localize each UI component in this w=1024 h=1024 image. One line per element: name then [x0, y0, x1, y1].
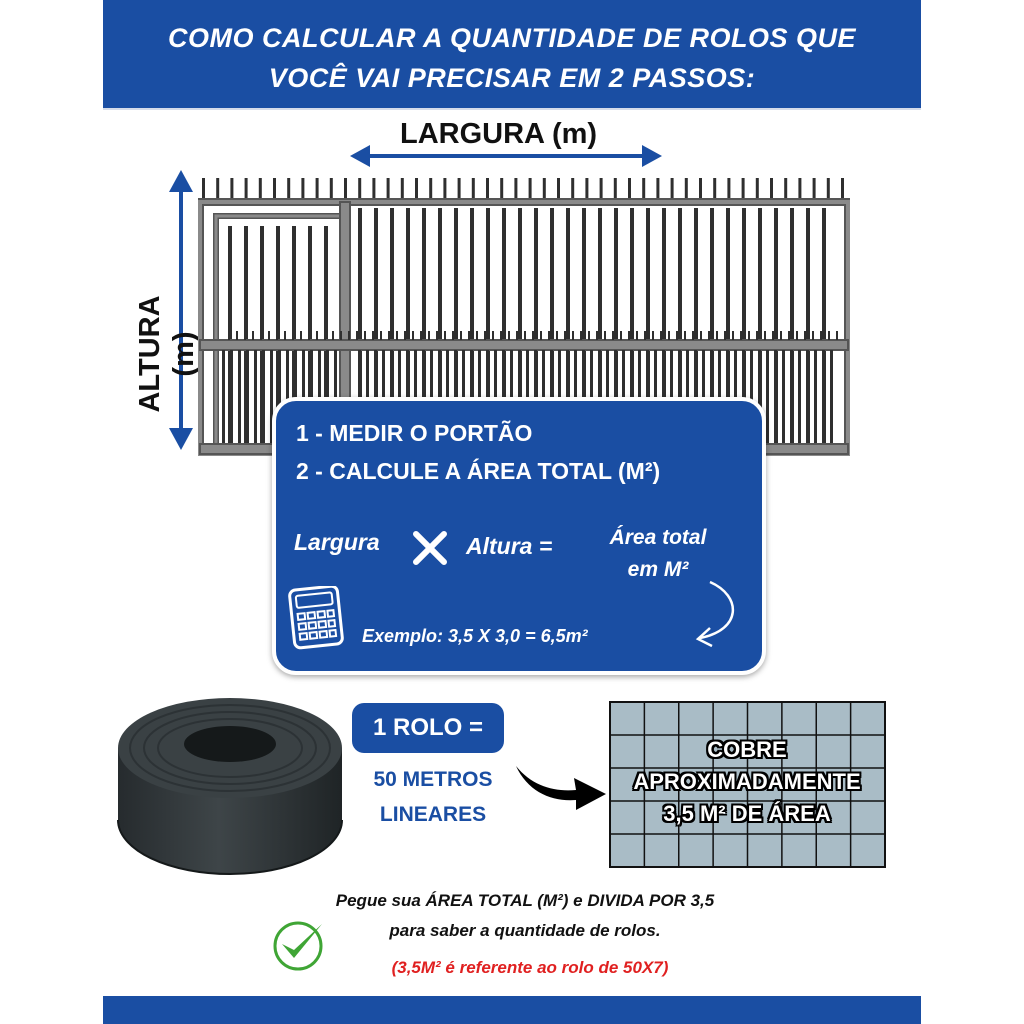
- roll-length-line-1: 50 METROS: [373, 768, 493, 791]
- roll-length: [340, 762, 526, 832]
- coverage-line-1: COBRE: [707, 737, 787, 762]
- title-line-2: VOCÊ VAI PRECISAR EM 2 PASSOS:: [268, 63, 756, 93]
- step-1: 1 - MEDIR O PORTÃO: [296, 420, 533, 446]
- instruction-line-1: Pegue sua ÁREA TOTAL (M²) e DIVIDA POR 3,5: [335, 891, 715, 910]
- step-2: 2 - CALCULE A ÁREA TOTAL (M²): [296, 458, 661, 484]
- footer-banner: [103, 996, 921, 1024]
- right-arrow-icon: [514, 762, 608, 812]
- coverage-line-2: APROXIMADAMENTE: [633, 769, 861, 794]
- width-arrow: [350, 142, 662, 170]
- result-line-2: em M²: [627, 558, 689, 581]
- title-line-1: COMO CALCULAR A QUANTIDADE DE ROLOS QUE: [168, 23, 856, 53]
- result-line-1: Área total: [609, 526, 707, 549]
- check-icon: [270, 918, 328, 972]
- roll-badge: 1 ROLO =: [352, 703, 504, 753]
- curved-arrow-icon: [690, 578, 746, 650]
- calculator-icon: [286, 586, 350, 650]
- formula-height: Altura =: [466, 533, 553, 559]
- page-title: [103, 18, 921, 98]
- instructions: [290, 886, 760, 946]
- width-label: LARGURA (m): [400, 118, 598, 150]
- roll-note: (3,5M² é referente ao rolo de 50X7): [391, 958, 669, 977]
- roll-image: [112, 692, 348, 880]
- formula-result: [590, 522, 726, 586]
- coverage-text: [611, 734, 883, 830]
- example-text: Exemplo: 3,5 X 3,0 = 6,5m²: [362, 626, 588, 646]
- multiply-icon: [412, 530, 448, 566]
- height-label: ALTURA (m): [134, 295, 200, 413]
- roll-length-line-2: LINEARES: [379, 803, 487, 826]
- instruction-line-2: para saber a quantidade de rolos.: [389, 921, 661, 940]
- formula-width: Largura: [294, 529, 380, 555]
- coverage-line-3: 3,5 M² DE ÁREA: [663, 801, 831, 826]
